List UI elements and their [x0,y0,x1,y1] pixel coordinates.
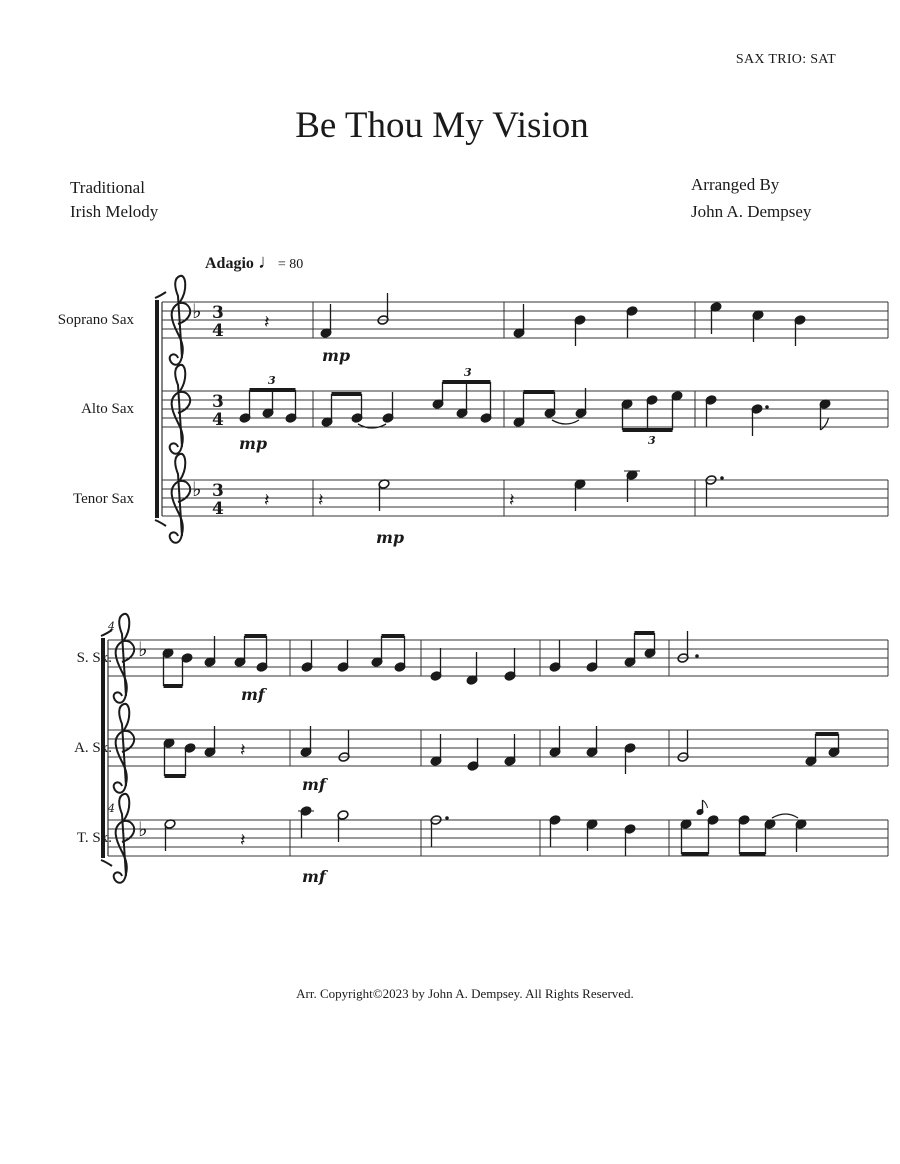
staff-label-tenor: Tenor Sax [72,491,134,507]
dynamic-mark: mp [376,528,405,547]
dynamic-mark: mf [302,775,326,794]
staff-label-soprano: Soprano Sax [57,312,134,328]
time-sig-top: 3 [212,481,224,501]
staff-label-alto: Alto Sax [81,401,134,417]
svg-text:♭: ♭ [138,637,148,661]
dynamic-mark: mf [302,867,326,886]
alto-notes [163,726,840,776]
tenor-notes [264,470,724,511]
staff-tenor [162,480,888,516]
dynamic-mark: mf [241,685,265,704]
composer-line-2: Irish Melody [70,202,159,221]
svg-text:𝄽: 𝄽 [318,490,324,511]
tempo-mm: = 80 [277,257,304,272]
page-title: Be Thou My Vision [295,105,589,146]
ensemble-label: SAX TRIO: SAT [735,52,836,67]
arranger-line-2: John A. Dempsey [691,202,812,221]
copyright-notice: Arr. Copyright©2023 by John A. Dempsey. All Rights Reserved. [296,986,634,1001]
svg-text:𝄽: 𝄽 [240,740,246,761]
svg-text:♭: ♭ [192,477,202,501]
alto-notes [239,366,831,447]
time-sig-top: 3 [212,303,224,323]
time-sig-bottom: 4 [212,321,224,341]
staff-alto [108,730,888,766]
svg-text:♭: ♭ [192,299,202,323]
svg-text:𝄽: 𝄽 [264,490,270,511]
svg-text:𝄽: 𝄽 [240,830,246,851]
time-sig-bottom: 4 [212,410,224,430]
dynamic-mark: mp [239,434,268,453]
composer-line-1: Traditional [70,178,145,197]
tenor-notes [164,800,807,856]
quarter-note-icon: ♩ [257,251,278,273]
staff-soprano [162,302,888,338]
dynamic-mark: mp [322,346,351,365]
svg-text:𝄽: 𝄽 [264,312,270,333]
svg-text:♭: ♭ [138,817,148,841]
time-sig-top: 3 [212,392,224,412]
measure-number: 4 [108,802,115,815]
tuplet-3: 3 [268,374,276,387]
staff-soprano [108,640,888,676]
svg-text:𝄽: 𝄽 [509,490,515,511]
arranger-line-1: Arranged By [691,175,780,194]
staff-label-alto-short: A. Sx. [74,740,112,756]
system-1 [155,276,888,543]
system-2 [101,614,888,883]
tuplet-3: 3 [464,366,472,379]
tuplet-3: 3 [648,434,656,447]
tempo-word: Adagio [205,255,254,272]
staff-label-soprano-short: S. Sx. [76,650,112,666]
time-sig-bottom: 4 [212,499,224,519]
measure-number: 4 [108,620,115,633]
staff-label-tenor-short: T. Sx. [76,830,112,846]
